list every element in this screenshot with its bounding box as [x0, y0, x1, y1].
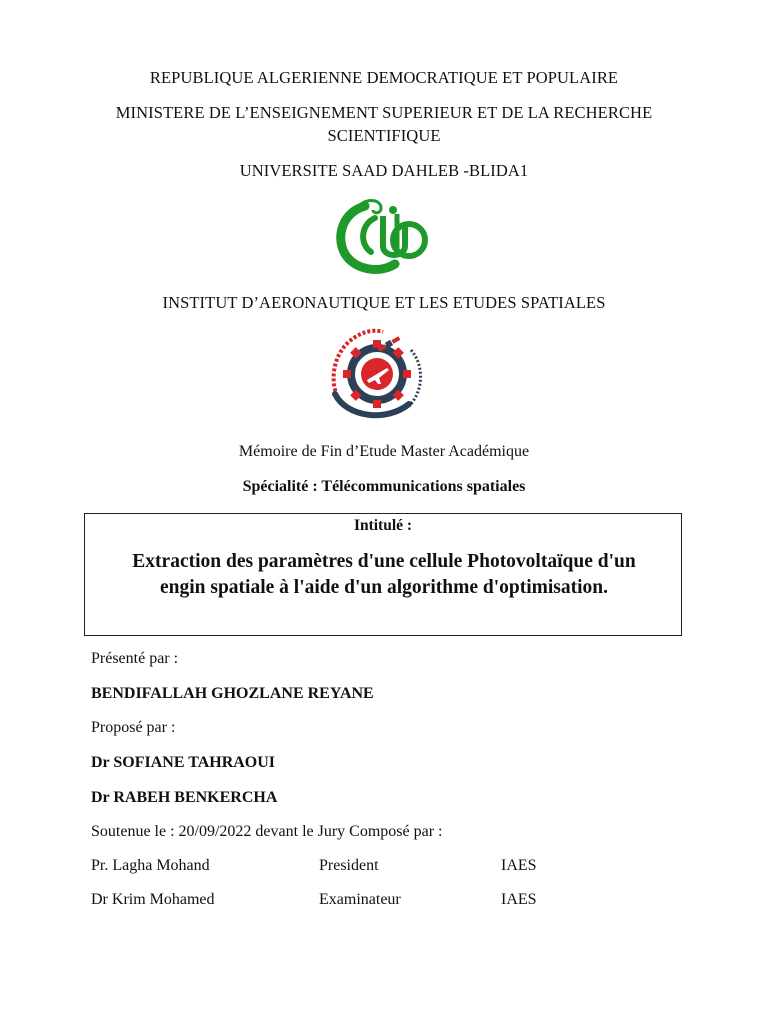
institute-heading: INSTITUT D’AERONAUTIQUE ET LES ETUDES SPATIALES [162, 293, 606, 312]
title-label: Intitulé : [353, 517, 413, 534]
supervisor-2: Dr RABEH BENKERCHA [91, 789, 278, 806]
ministry-heading-line1: MINISTERE DE L’ENSEIGNEMENT SUPERIEUR ET DE LA RECHERCHE [115, 103, 653, 122]
jury-name: Pr. Lagha Mohand [91, 857, 210, 874]
jury-row [0, 857, 768, 881]
jury-affiliation: IAES [501, 891, 537, 908]
ministry-heading-line2: SCIENTIFIQUE [327, 126, 441, 145]
presented-label: Présenté par : [91, 650, 179, 667]
jury-affiliation: IAES [501, 857, 537, 874]
student-name: BENDIFALLAH GHOZLANE REYANE [91, 685, 374, 702]
jury-role: Examinateur [319, 891, 401, 908]
specialite: Spécialité : Télécommunications spatiales [242, 478, 526, 495]
jury-name: Dr Krim Mohamed [91, 891, 215, 908]
supervisor-1: Dr SOFIANE TAHRAOUI [91, 754, 276, 771]
republic-heading: REPUBLIQUE ALGERIENNE DEMOCRATIQUE ET POPULAIRE [149, 68, 619, 87]
memoire-type: Mémoire de Fin d’Etude Master Académique [238, 443, 530, 460]
title-box [84, 513, 682, 636]
iaes-gear-airplane-logo [325, 326, 435, 426]
jury-row [0, 891, 768, 915]
jury-role: President [319, 857, 379, 874]
thesis-title-line2: engin spatiale à l'aide d'un algorithme d'optimisation. [159, 577, 608, 598]
thesis-title [95, 549, 673, 601]
thesis-title-line1: Extraction des paramètres d'une cellule Photovoltaïque d'un [132, 551, 636, 572]
university-heading: UNIVERSITE SAAD DAHLEB -BLIDA1 [239, 161, 529, 180]
university-blida-logo [335, 198, 435, 276]
proposed-label: Proposé par : [91, 719, 176, 736]
defense-info: Soutenue le : 20/09/2022 devant le Jury Composé par : [91, 823, 443, 840]
